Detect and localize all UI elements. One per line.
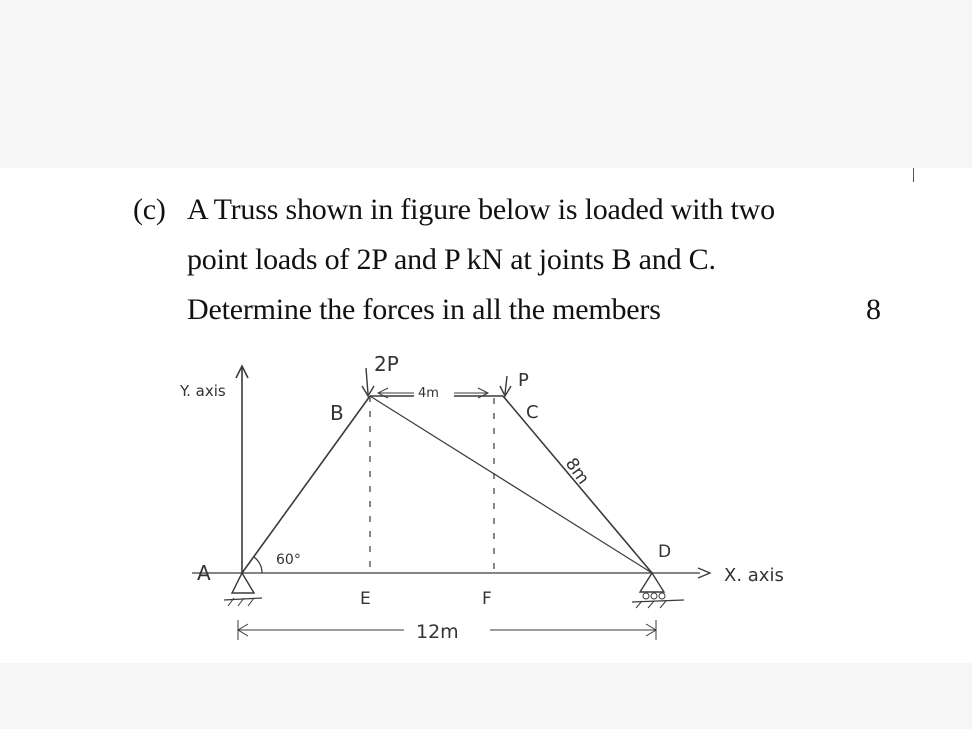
question-line-2: point loads of 2P and P kN at joints B and C. [187,243,716,276]
roller-D [651,593,657,599]
angle-arc [254,557,262,573]
pin-support-A [232,573,254,593]
question-line-3: Determine the forces in all the members [187,293,661,326]
joint-label-B: B [330,401,344,425]
hatch-D [648,601,654,608]
ground-D [632,600,684,602]
question-marks: 8 [866,293,881,326]
roller-D [643,593,649,599]
joint-label-C: C [526,402,539,423]
member-BD [370,396,652,573]
roller-support-D [640,573,664,592]
joint-label-D: D [658,542,672,562]
member-AB [242,396,370,573]
dim-label-4m: 4m [418,386,439,401]
roller-D [659,593,665,599]
y-axis-label: Y. axis [180,382,226,400]
load-label-C: P [518,370,529,391]
load-arrow-B [366,368,368,394]
angle-label: 60° [276,552,301,568]
dim-label-8m: 8m [560,454,593,489]
truss-diagram [0,168,972,663]
question-label: (c) [133,193,166,226]
load-label-B: 2P [374,352,399,376]
joint-label-F: F [482,589,492,609]
load-arrow-C [505,376,507,394]
x-axis-label: X. axis [724,565,784,586]
hatch-D [660,601,666,608]
joint-label-A: A [197,561,211,585]
question-line-1: A Truss shown in figure below is loaded with two [187,193,775,226]
dim-label-12m: 12m [416,621,459,643]
joint-label-E: E [360,589,371,609]
